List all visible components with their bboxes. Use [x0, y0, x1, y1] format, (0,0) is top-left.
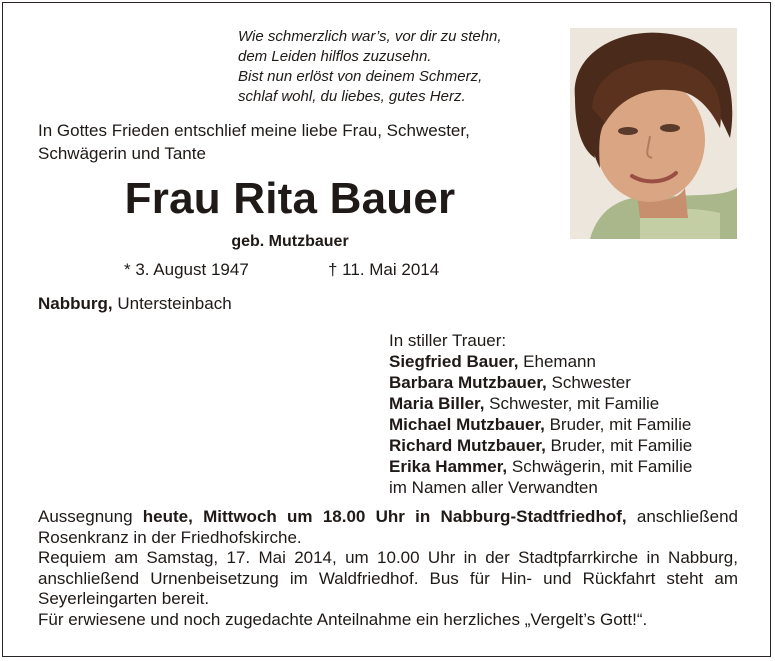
poem-line: dem Leiden hilflos zuzusehn.: [238, 48, 432, 65]
mourner-relation: Schwester: [546, 373, 631, 392]
place-line: [38, 294, 232, 314]
intro-text: In Gottes Frieden entschlief meine liebe Frau, Schwester, Schwägerin und Tante: [38, 121, 470, 163]
mourner-row: [389, 456, 692, 477]
mourner-row: [389, 414, 692, 435]
poem-line: schlaf wohl, du liebes, gutes Herz.: [238, 88, 466, 105]
mourner-relation: Schwester, mit Familie: [484, 394, 660, 413]
mourner-name: Richard Mutzbauer,: [389, 436, 546, 455]
portrait-photo: [570, 28, 737, 239]
place-town: Nabburg,: [38, 294, 113, 313]
poem-line: Wie schmerzlich war’s, vor dir zu stehn,: [238, 28, 502, 45]
mourner-row: [389, 435, 692, 456]
poem-line: Bist nun erlöst von deinem Schmerz,: [238, 68, 483, 85]
service-notice: [38, 507, 738, 630]
mourner-relation: Bruder, mit Familie: [545, 436, 693, 455]
birth-date: * 3. August 1947: [124, 260, 249, 279]
aussegnung-time: heute, Mittwoch um 18.00 Uhr in Nabburg-Stadtfriedhof,: [142, 507, 627, 526]
poem: [238, 27, 558, 107]
mourner-relation: Bruder, mit Familie: [544, 415, 692, 434]
mourner-relation: Schwägerin, mit Familie: [507, 457, 693, 476]
mourner-name: Michael Mutzbauer,: [389, 415, 545, 434]
death-date: † 11. Mai 2014: [328, 260, 440, 279]
mourner-name: Siegfried Bauer,: [389, 352, 519, 371]
thanks-paragraph: Für erwiesene und noch zugedachte Anteilnahme ein herzliches „Vergelt’s Gott!“.: [38, 609, 648, 629]
mourner-relation: Ehemann: [518, 352, 596, 371]
mourner-row: [389, 351, 692, 372]
mourner-row: [389, 372, 692, 393]
place-village: Untersteinbach: [112, 294, 232, 313]
maiden-name: geb. Mutzbauer: [231, 233, 349, 250]
aussegnung-post: anschließend Rosenkranz in der Friedhofskirche.: [38, 507, 738, 547]
mourner-name: Maria Biller,: [389, 394, 485, 413]
aussegnung-pre: Aussegnung: [38, 507, 143, 526]
mourners-list: [389, 330, 692, 498]
deceased-name: Frau Rita Bauer: [124, 174, 456, 223]
mourners-heading: In stiller Trauer:: [389, 331, 507, 350]
mourner-name: Erika Hammer,: [389, 457, 508, 476]
requiem-paragraph: Requiem am Samstag, 17. Mai 2014, um 10.00 Uhr in der Stadtpfarrkirche in Nabburg, anschließend Urnenbeisetzung im Waldfriedhof. Bus für Hin- und Rückfahrt steht am Seyerleingarten bereit.: [38, 548, 738, 608]
portrait-icon: [570, 28, 737, 239]
mourner-row: [389, 393, 692, 414]
mourner-name: Barbara Mutzbauer,: [389, 373, 547, 392]
aussegnung-paragraph: [38, 507, 738, 548]
mourners-closing: im Namen aller Verwandten: [389, 478, 598, 497]
